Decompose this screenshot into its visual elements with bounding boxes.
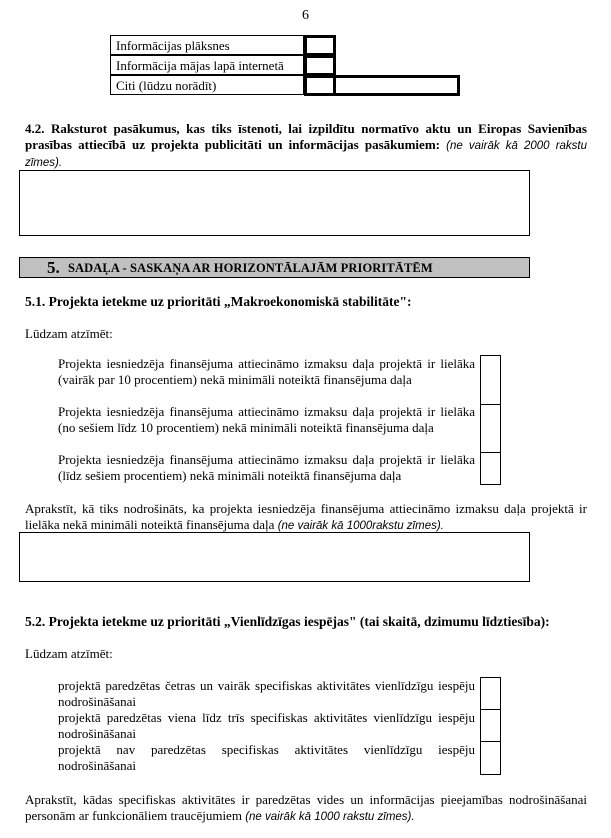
option-5-1-a-text: Projekta iesniedzēja finansējuma attiecināmo izmaksu daļa projektā ir lielāka (vairāk par 10 procentiem) nekā minimāli noteiktā finansējuma daļa [58,356,475,387]
option-5-2-b-text: projektā paredzētas viena līdz trīs specifiskas aktivitātes vienlīdzīgu iespēju nodrošināšanai [58,710,475,741]
option-5-2-c-checkbox[interactable] [480,741,501,775]
row-label: Informācijas plāksnes [110,35,304,55]
section-title: SADAĻA - SASKAŅA AR HORIZONTĀLAJĀM PRIORITĀTĒM [68,261,433,275]
question-5-1-answer-box[interactable] [19,532,530,582]
row-label: Informācija mājas lapā internetā [110,55,304,75]
question-4-2-hint: (ne vairāk kā 2000 rakstu zīmes). [25,140,588,169]
other-specify-field[interactable] [336,75,460,96]
question-4-2-answer-box[interactable] [19,170,530,236]
option-5-1-b-checkbox[interactable] [480,404,501,453]
question-5-1-title: 5.1. Projekta ietekme uz prioritāti „Makroekonomiskā stabilitāte": [25,294,412,309]
question-5-2-describe [25,792,587,825]
question-5-2-title-rest: (tai skaitā, dzimumu līdztiesība): [356,614,550,629]
option-5-2-b-checkbox[interactable] [480,709,501,742]
question-5-2-title-bold: 5.2. Projekta ietekme uz prioritāti „Vienlīdzīgas iespējas" [25,614,357,629]
question-5-1-describe-hint: (ne vairāk kā 1000rakstu zīmes). [277,520,444,532]
option-5-2-a-text: projektā paredzētas četras un vairāk specifiskas aktivitātes vienlīdzīgu iespēju nodrošināšanai [58,678,475,709]
question-5-1-instruction: Lūdzam atzīmēt: [25,326,113,341]
option-5-1-b-text: Projekta iesniedzēja finansējuma attiecināmo izmaksu daļa projektā ir lielāka (no sešiem līdz 10 procentiem) nekā minimāli noteiktā finansējuma daļa [58,404,475,435]
question-5-1-describe [25,501,587,534]
section-number: 5. [47,258,60,277]
option-5-1-a-checkbox[interactable] [480,355,501,405]
row-label: Citi (lūdzu norādīt) [110,75,304,95]
option-5-2-c-text: projektā nav paredzētas specifiskas aktivitātes vienlīdzīgu iespēju nodrošināšanai [58,742,475,773]
question-5-2-describe-hint: (ne vairāk kā 1000 rakstu zīmes). [245,811,415,823]
question-4-2-text: 4.2. Raksturot pasākumus, kas tiks īstenoti, lai izpildītu normatīvo aktu un Eiropas Savienības prasības attiecībā uz projekta publicitāti un informācijas pasākumiem: [25,121,587,152]
question-4-2 [25,121,587,171]
question-5-1-describe-text: Aprakstīt, kā tiks nodrošināts, ka projekta iesniedzēja finansējuma attiecināmo izmaksu daļa projektā ir lielāka nekā minimāli noteiktā finansējuma daļa [25,501,587,532]
option-5-2-a-checkbox[interactable] [480,677,501,710]
option-5-1-c-checkbox[interactable] [480,452,501,485]
question-5-2-title [25,614,550,630]
checkbox-other[interactable] [304,75,336,96]
question-5-2-instruction: Lūdzam atzīmēt: [25,646,113,661]
section-5-header [19,257,530,278]
page-number: 6 [302,8,309,23]
question-5-2-describe-text: Aprakstīt, kādas specifiskas aktivitātes ir paredzētas vides un informācijas pieejamības nodrošināšanai personām ar funkcionāliem traucējumiem [25,792,587,823]
checkbox-information-plates[interactable] [304,35,336,56]
checkbox-website-info[interactable] [304,55,336,76]
option-5-1-c-text: Projekta iesniedzēja finansējuma attiecināmo izmaksu daļa projektā ir lielāka (līdz sešiem procentiem) nekā minimāli noteiktā finansējuma daļa [58,452,475,483]
